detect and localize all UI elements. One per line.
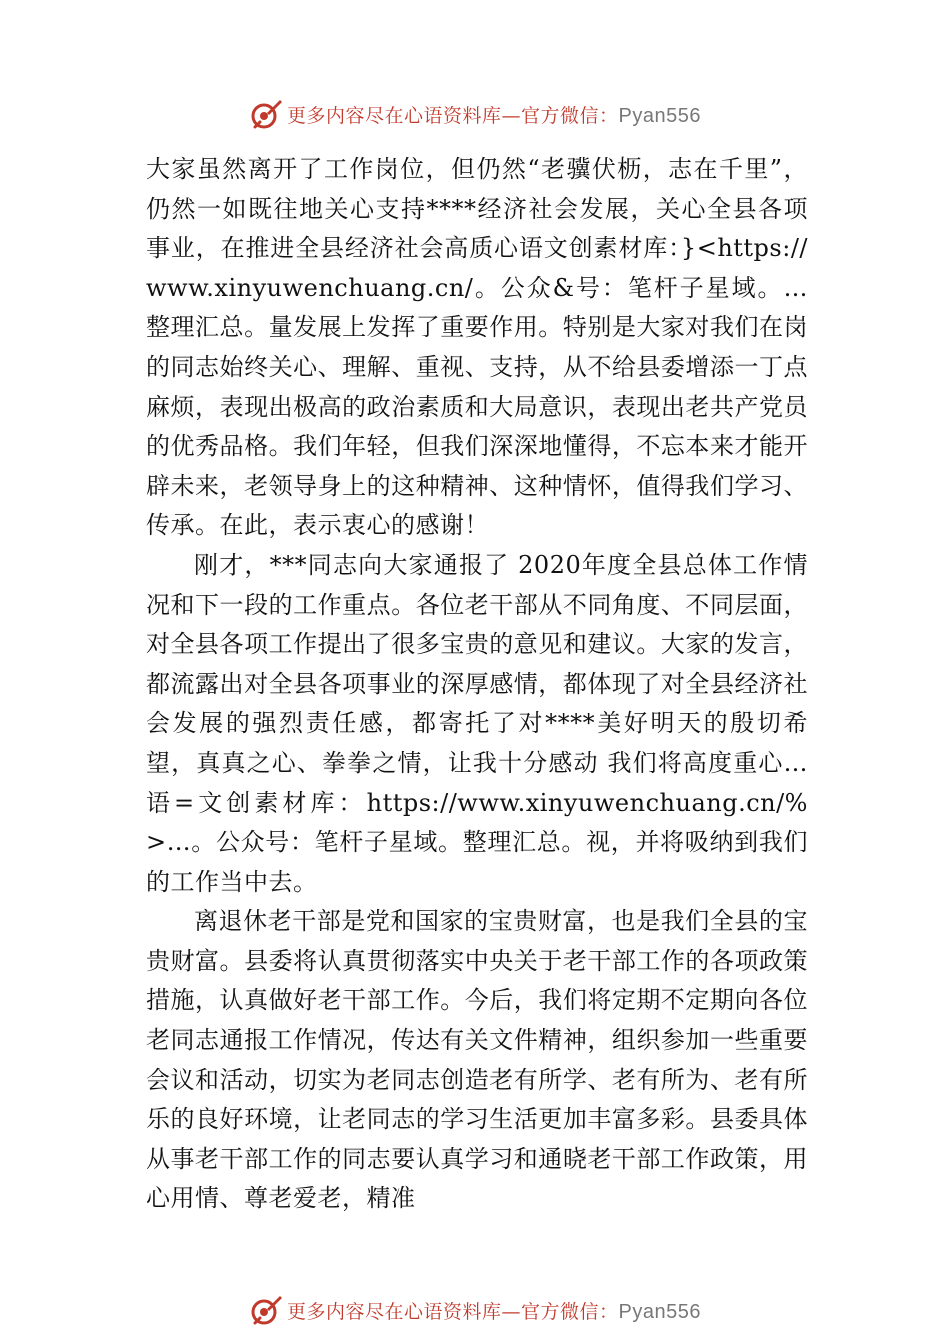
paragraph-3: 离退休老干部是党和国家的宝贵财富，也是我们全县的宝贵财富。县委将认真贯彻落实中央关于老干部工作的各项政策措施，认真做好老干部工作。今后，我们将定期不定期向各位老同志通报工作情况，传达有关文件精神，组织参加一些重要会议和活动，切实为老同志创造老有所学、老有所为、老有所乐的良好环境，让老同志的学习生活更加丰富多彩。县委具体从事老干部工作的同志要认真学习和通晓老干部工作政策，用心用情、尊老爱老，精准 — [146, 907, 808, 1213]
pen-logo-icon — [249, 97, 283, 131]
footer-banner — [0, 1290, 950, 1330]
footer-text: 更多内容尽在心语资料库—官方微信：Pyan556 — [287, 1300, 701, 1323]
paragraph-1: 大家虽然离开了工作岗位，但仍然“老骥伏枥，志在千里”， 仍然一如既往地关心支持****经济社会发展，关心全县各项事业，在推进全县经济社会高质心语文创素材库：}<https://www.xinyuwenchuang.cn/。公众&号：笔杆子星域。…整理汇总。量发展上发挥了重要作用。特别是大家对我们在岗的同志始终关心、理解、重视、支持，从不给县委增添一丁点麻烦，表现出极高的政治素质和大局意识，表现出老共产党员的优秀品格。我们年轻，但我们深深地懂得，不忘本来才能开辟未来，老领导身上的这种精神、这种情怀，值得我们学习、传承。在此，表示衷心的感谢！ — [146, 155, 808, 540]
document-body — [146, 150, 808, 1219]
paragraph-2: 刚才，***同志向大家通报了 2020年度全县总体工作情况和下一段的工作重点。各位老干部从不同角度、不同层面，对全县各项工作提出了很多宝贵的意见和建议。大家的发言，都流露出对全县各项事业的深厚感情，都体现了对全县经济社会发展的强烈责任感，都寄托了对****美好明天的殷切希望，真真之心、拳拳之情，让我十分感动 我们将高度重心…语=文创素材库：https://www.xinyuwenchuang.cn/%>…。公众号：笔杆子星域。整理汇总。视，并将吸纳到我们的工作当中去。 — [146, 550, 808, 896]
header-text: 更多内容尽在心语资料库—官方微信：Pyan556 — [287, 104, 701, 127]
pen-logo-icon — [249, 1293, 283, 1327]
header-banner — [0, 94, 950, 134]
